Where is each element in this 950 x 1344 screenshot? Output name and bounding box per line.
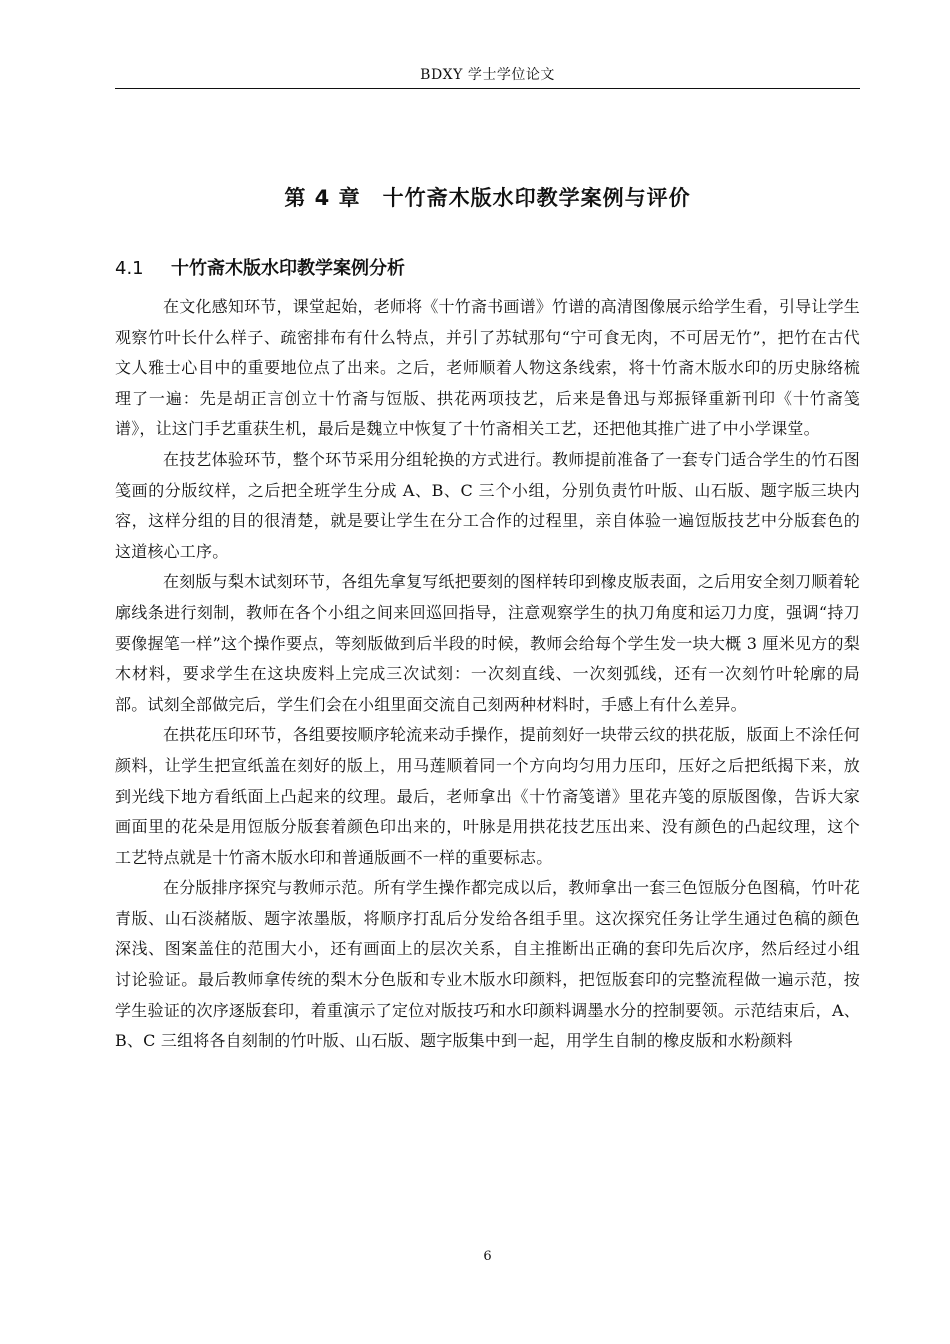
running-header: BDXY 学士学位论文 [420, 67, 555, 83]
paragraph-cultural-perception: 在文化感知环节，课堂起始，老师将《十竹斋书画谱》竹谱的高清图像展示给学生看，引导让学生观察竹叶长什么样子、疏密排布有什么特点，并引了苏轼那句“宁可食无肉，不可居无竹”，把竹在古代文人雅士心目中的重要地位点了出来。之后，老师顺着人物这条线索，将十竹斋木版水印的历史脉络梳理了一遍：先是胡正言创立十竹斋与饾版、拱花两项技艺，后来是鲁迅与郑振铎重新刊印《十竹斋笺谱》，让这门手艺重获生机，最后是魏立中恢复了十竹斋相关工艺，还把他其推广进了中小学课堂。 [115, 297, 860, 439]
paragraph-embossing: 在拱花压印环节，各组要按顺序轮流来动手操作，提前刻好一块带云纹的拱花版，版面上不涂任何颜料，让学生把宣纸盖在刻好的版上，用马莲顺着同一个方向均匀用力压印，压好之后把纸揭下来，放到光线下地方看纸面上凸起来的纹理。最后，老师拿出《十竹斋笺谱》里花卉笺的原版图像，告诉大家画面里的花朵是用饾版分版套着颜色印出来的，叶脉是用拱花技艺压出来、没有颜色的凸起纹理，这个工艺特点就是十竹斋木版水印和普通版画不一样的重要标志。 [115, 725, 860, 867]
page-number: 6 [483, 1249, 492, 1264]
paragraph-skill-experience: 在技艺体验环节，整个环节采用分组轮换的方式进行。教师提前准备了一套专门适合学生的竹石图笺画的分版纹样，之后把全班学生分成 A、B、C 三个小组，分别负责竹叶版、山石版、题字版三块内容，这样分组的目的很清楚，就是要让学生在分工合作的过程里，亲自体验一遍饾版技艺中分版套色的这道核心工序。 [115, 449, 860, 561]
paragraph-sequencing-demo: 在分版排序探究与教师示范。所有学生操作都完成以后，教师拿出一套三色饾版分色图稿，竹叶花青版、山石淡赭版、题字浓墨版，将顺序打乱后分发给各组手里。这次探究任务让学生通过色稿的颜色深浅、图案盖住的范围大小，还有画面上的层次关系，自主推断出正确的套印先后次序，然后经过小组讨论验证。最后教师拿传统的梨木分色版和专业木版水印颜料，把饾版套印的完整流程做一遍示范，按学生验证的次序逐版套印，着重演示了定位对版技巧和水印颜料调墨水分的控制要领。示范结束后，A、B、C 三组将各自刻制的竹叶版、山石版、题字版集中到一起，用学生自制的橡皮版和水粉颜料 [115, 878, 860, 1051]
chapter-title: 十竹斋木版水印教学案例与评价 [382, 186, 691, 210]
chapter-heading [115, 183, 860, 213]
body-text [115, 292, 860, 1057]
header-rule [115, 88, 860, 89]
section-title: 十竹斋木版水印教学案例分析 [171, 258, 405, 279]
section-number: 4.1 [115, 258, 144, 279]
paragraph-carving-trial: 在刻版与梨木试刻环节，各组先拿复写纸把要刻的图样转印到橡皮版表面，之后用安全刻刀顺着轮廓线条进行刻制，教师在各个小组之间来回巡回指导，注意观察学生的执刀角度和运刀力度，强调“持刀要像握笔一样”这个操作要点，等刻版做到后半段的时候，教师会给每个学生发一块大概 3 厘米见方的梨木材料，要求学生在这块废料上完成三次试刻：一次刻直线、一次刻弧线，还有一次刻竹叶轮廓的局部。试刻全部做完后，学生们会在小组里面交流自己刻两种材料时，手感上有什么差异。 [115, 572, 860, 714]
chapter-number: 第 4 章 [284, 186, 361, 210]
section-heading [115, 256, 860, 282]
